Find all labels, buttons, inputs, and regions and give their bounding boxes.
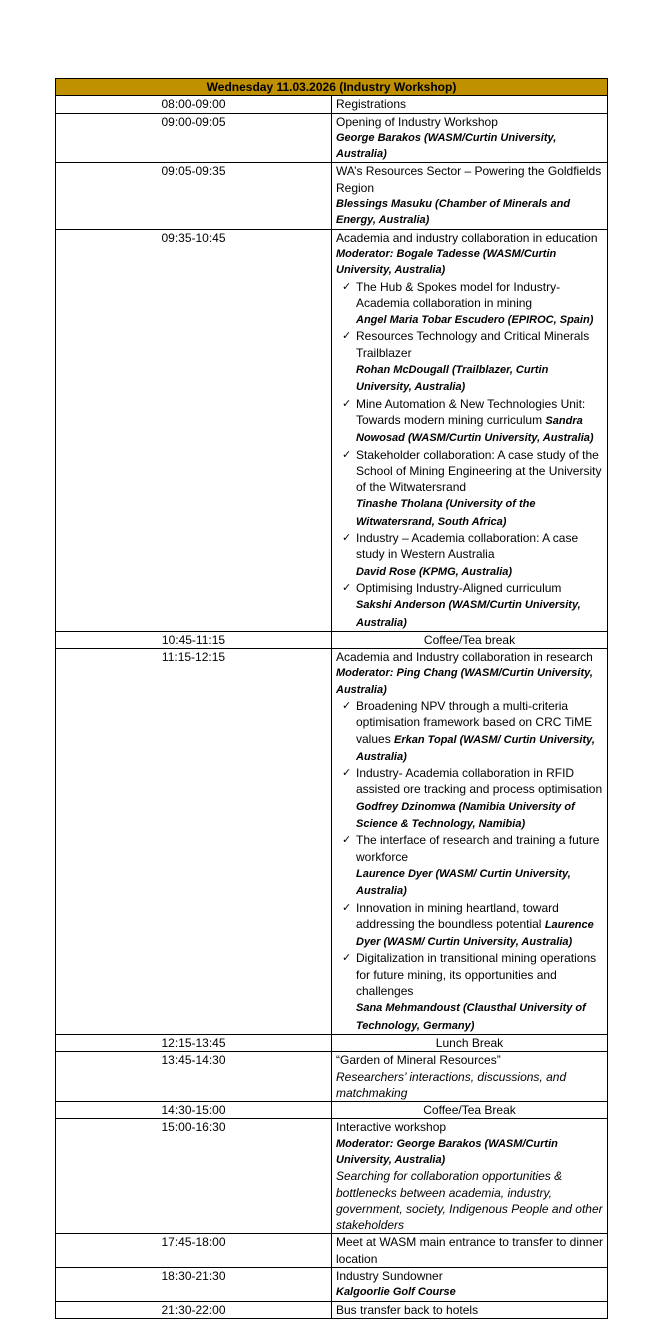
time-cell: 17:45-18:00: [56, 1234, 332, 1268]
session-cell: [332, 229, 608, 631]
speaker: George Barakos (WASM/Curtin University, Australia): [336, 131, 557, 161]
time-cell: 09:05-09:35: [56, 163, 332, 229]
check-icon: ✓: [342, 901, 352, 914]
check-icon: ✓: [342, 532, 352, 545]
session-note: Researchers’ interactions, discussions, and matchmaking: [336, 1069, 567, 1100]
talk-title: Stakeholder collaboration: A case study of the School of Mining Engineering at the University of the Witwatersrand: [356, 447, 602, 495]
speaker: Tinashe Tholana (University of the Witwatersrand, South Africa): [356, 498, 536, 528]
talk-item: [336, 328, 603, 395]
time-cell: 09:00-09:05: [56, 113, 332, 163]
speaker: Sakshi Anderson (WASM/Curtin University, Australia): [356, 599, 581, 629]
speaker: Sandra Nowosad (WASM/Curtin University, Australia): [356, 414, 594, 445]
talk-item: [336, 279, 603, 329]
time-cell: 11:15-12:15: [56, 649, 332, 1035]
table-row: [56, 1034, 608, 1051]
break-cell: Coffee/Tea break: [332, 631, 608, 648]
session-note: Searching for collaboration opportunities & bottlenecks between academia, industry, government, society, Indigenous People and other stakeholders: [336, 1169, 603, 1233]
table-row: [56, 631, 608, 648]
speaker: Godfrey Dzinomwa (Namibia University of Science & Technology, Namibia): [356, 800, 575, 831]
table-row: [56, 1234, 608, 1268]
table-row: [56, 1119, 608, 1234]
break-cell: Lunch Break: [332, 1034, 608, 1051]
break-cell: Coffee/Tea Break: [332, 1102, 608, 1119]
talk-item: [336, 580, 603, 631]
table-row: [56, 1268, 608, 1302]
table-row: [56, 1102, 608, 1119]
speaker: Sana Mehmandoust (Clausthal University of Technology, Germany): [356, 1002, 586, 1032]
talk-title: The Hub & Spokes model for Industry-Academia collaboration in mining: [356, 279, 561, 310]
talk-title: The interface of research and training a future workforce: [356, 833, 600, 864]
talk-item: [336, 447, 603, 530]
table-row: [56, 649, 608, 1035]
session-title: Registrations: [336, 97, 407, 112]
table-row: [56, 96, 608, 113]
speaker: Laurence Dyer (WASM/ Curtin University, Australia): [356, 867, 571, 898]
session-title: Opening of Industry Workshop: [336, 114, 498, 129]
day-title: Wednesday 11.03.2026 (Industry Workshop): [56, 79, 608, 96]
session-title: Industry Sundowner: [336, 1269, 443, 1284]
session-cell: [332, 1119, 608, 1234]
moderator: Moderator: Bogale Tadesse (WASM/Curtin University, Australia): [336, 247, 557, 277]
session-cell: [332, 1234, 608, 1268]
check-icon: ✓: [342, 397, 352, 410]
check-icon: ✓: [342, 581, 352, 594]
time-cell: 18:30-21:30: [56, 1268, 332, 1302]
speaker: Laurence Dyer (WASM/ Curtin University, Australia): [356, 918, 594, 949]
check-icon: ✓: [342, 280, 352, 293]
session-cell: [332, 113, 608, 163]
time-cell: 09:35-10:45: [56, 229, 332, 631]
check-icon: ✓: [342, 330, 352, 343]
talk-item: [336, 832, 603, 899]
moderator: Moderator: George Barakos (WASM/Curtin University, Australia): [336, 1137, 558, 1166]
talk-item: [336, 950, 603, 1033]
speaker: David Rose (KPMG, Australia): [356, 565, 513, 578]
venue: Kalgoorlie Golf Course: [336, 1286, 456, 1299]
time-cell: 12:15-13:45: [56, 1034, 332, 1051]
session-title: Academia and industry collaboration in education: [336, 230, 598, 245]
talk-item: [336, 698, 603, 765]
talk-item: [336, 765, 603, 832]
time-cell: 13:45-14:30: [56, 1052, 332, 1102]
talk-title: Optimising Industry-Aligned curriculum: [356, 580, 562, 595]
moderator: Moderator: Ping Chang (WASM/Curtin University, Australia): [336, 667, 593, 696]
talk-title: Innovation in mining heartland, toward addressing the boundless potential: [356, 900, 559, 931]
schedule-table: [55, 78, 608, 1319]
session-cell: [332, 1301, 608, 1318]
speaker: Blessings Masuku (Chamber of Minerals and Energy, Australia): [336, 198, 571, 227]
session-cell: [332, 1268, 608, 1302]
session-title: WA’s Resources Sector – Powering the Goldfields Region: [336, 164, 602, 195]
session-title: Interactive workshop: [336, 1120, 447, 1135]
time-cell: 08:00-09:00: [56, 96, 332, 113]
talk-title: Broadening NPV through a multi-criteria optimisation framework based on CRC TiME values: [356, 698, 593, 746]
session-cell: [332, 1052, 608, 1102]
talk-item: [336, 530, 603, 580]
check-icon: ✓: [342, 448, 352, 461]
session-title: Bus transfer back to hotels: [336, 1302, 479, 1317]
schedule-page: [55, 78, 608, 1319]
talk-title: Resources Technology and Critical Minerals Trailblazer: [356, 329, 590, 360]
talk-title: Industry – Academia collaboration: A case study in Western Australia: [356, 531, 579, 562]
table-row: [56, 113, 608, 163]
talk-title: Industry- Academia collaboration in RFID assisted ore tracking and process optimisation: [356, 766, 603, 797]
check-icon: ✓: [342, 834, 352, 847]
speaker: Erkan Topal (WASM/ Curtin University, Australia): [356, 733, 595, 763]
session-title: Academia and Industry collaboration in research: [336, 650, 593, 665]
check-icon: ✓: [342, 767, 352, 780]
table-row: [56, 229, 608, 631]
session-cell: [332, 163, 608, 229]
table-row: [56, 163, 608, 229]
talk-title: Digitalization in transitional mining operations for future mining, its opportunities and challenges: [356, 951, 597, 999]
check-icon: ✓: [342, 699, 352, 712]
table-header-row: [56, 79, 608, 96]
session-cell: [332, 96, 608, 113]
talk-item: [336, 396, 603, 447]
time-cell: 21:30-22:00: [56, 1301, 332, 1318]
time-cell: 10:45-11:15: [56, 631, 332, 648]
talk-title: Mine Automation & New Technologies Unit: Towards modern mining curriculum: [356, 396, 586, 427]
session-title: Meet at WASM main entrance to transfer to dinner location: [336, 1235, 604, 1266]
table-row: [56, 1301, 608, 1318]
session-cell: [332, 649, 608, 1035]
session-title: “Garden of Mineral Resources”: [336, 1053, 501, 1068]
table-row: [56, 1052, 608, 1102]
time-cell: 14:30-15:00: [56, 1102, 332, 1119]
check-icon: ✓: [342, 952, 352, 965]
time-cell: 15:00-16:30: [56, 1119, 332, 1234]
speaker: Angel Maria Tobar Escudero (EPIROC, Spain): [356, 314, 594, 327]
speaker: Rohan McDougall (Trailblazer, Curtin University, Australia): [356, 364, 549, 394]
